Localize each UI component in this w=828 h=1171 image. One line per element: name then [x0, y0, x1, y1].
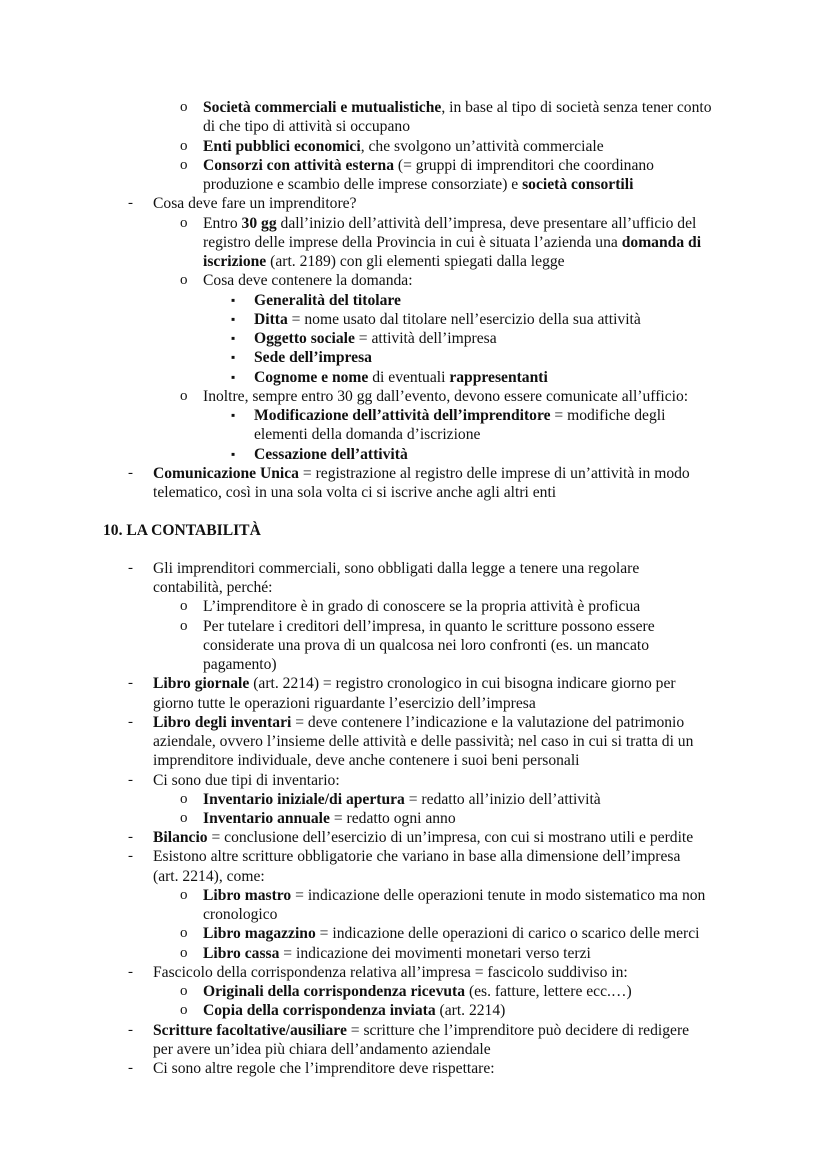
list-item-line [203, 1001, 505, 1020]
list-item-line [153, 483, 556, 502]
list-item-line [153, 751, 580, 770]
bold-term: Oggetto sociale [254, 330, 355, 347]
text-run: Cosa deve fare un imprenditore? [153, 195, 357, 213]
list-item-line [153, 1059, 495, 1078]
text-run: (= gruppi di imprenditori che coordinano [394, 156, 654, 174]
list-item-line [153, 732, 693, 751]
bold-term: rappresentanti [449, 368, 548, 386]
dash-bullet-icon: - [128, 464, 133, 481]
text-run: aziendale, ovvero l’insieme delle attività e delle passività; nel caso in cui si tratta di un [153, 733, 694, 751]
text-run: = conclusione dell’esercizio di un’impresa, con cui si mostrano utili e perdite [207, 829, 694, 847]
list-item-line [254, 368, 548, 387]
list-item-line [203, 387, 688, 406]
list-item-line [203, 655, 277, 674]
list-item-line [203, 944, 591, 963]
circle-bullet-icon: o [180, 272, 188, 289]
bold-term: Inventario iniziale/di apertura [203, 790, 405, 808]
text-run: cronologico [203, 906, 278, 924]
text-run: dall’inizio dell’attività dell’impresa, deve presentare all’ufficio del [276, 214, 697, 232]
text-run: = deve contenere l’indicazione e la valutazione del patrimonio [291, 713, 685, 731]
dash-bullet-icon: - [128, 1059, 133, 1076]
circle-bullet-icon: o [180, 944, 188, 961]
circle-bullet-icon: o [180, 156, 188, 173]
list-item-line [203, 271, 413, 290]
list-item-line [203, 597, 640, 616]
circle-bullet-icon: o [180, 617, 188, 634]
text-run: (es. fatture, lettere ecc.…) [465, 983, 632, 1001]
text-run: , che svolgono un’attività commerciale [360, 137, 604, 155]
text-run: contabilità, perché: [153, 579, 273, 597]
dash-bullet-icon: - [128, 195, 133, 212]
bold-term: Libro cassa [203, 944, 280, 962]
list-item-line [203, 617, 655, 636]
circle-bullet-icon: o [180, 925, 188, 942]
bold-term: Libro magazzino [203, 925, 316, 943]
list-item-line [153, 828, 693, 847]
text-run: Fascicolo della corrispondenza relativa all’impresa = fascicolo suddiviso in: [153, 963, 628, 981]
bold-term: Originali della corrispondenza ricevuta [203, 983, 466, 1001]
circle-bullet-icon: o [180, 886, 188, 903]
text-run: per avere un’idea più chiara dell’andamento aziendale [153, 1040, 491, 1058]
text-run: imprenditore individuale, deve anche contenere i suoi beni personali [153, 752, 580, 770]
circle-bullet-icon: o [180, 99, 188, 115]
bold-term: Generalità del titolare [254, 291, 401, 309]
bold-term: Libro giornale [153, 675, 250, 693]
list-item-line [203, 156, 654, 175]
bold-term: Ditta [254, 310, 288, 328]
dash-bullet-icon: - [128, 848, 133, 865]
list-item-line [203, 214, 696, 233]
list-item-line [153, 1021, 689, 1040]
text-run: registro delle imprese della Provincia in cui è situata l’azienda una [203, 233, 622, 251]
list-item-line [203, 98, 712, 117]
text-run: (art. 2214) [435, 1002, 506, 1020]
text-run: giorno tutte le operazioni riguardante l’esercizio dell’impresa [153, 694, 536, 712]
list-item-line [153, 1040, 491, 1059]
text-run: = indicazione delle operazioni di carico o scarico delle merci [315, 925, 700, 943]
text-run: Gli imprenditori commerciali, sono obbligati dalla legge a tenere una regolare [153, 560, 640, 577]
list-item-line [203, 924, 700, 943]
text-run: Esistono altre scritture obbligatorie che variano in base alla dimensione dell’impresa [153, 848, 681, 866]
bold-term: Libro mastro [203, 886, 292, 904]
circle-bullet-icon: o [180, 809, 188, 826]
square-bullet-icon: ▪ [231, 408, 236, 422]
square-bullet-icon: ▪ [231, 331, 236, 345]
list-item-line [153, 867, 265, 886]
text-run: Ci sono due tipi di inventario: [153, 771, 340, 789]
list-item-line [254, 310, 641, 329]
list-item-line [153, 464, 690, 483]
dash-bullet-icon: - [128, 713, 133, 730]
text-run: (art. 2214) = registro cronologico in cui bisogna indicare giorno per [249, 675, 676, 693]
list-item-line [254, 291, 401, 310]
bold-term: Società commerciali e mutualistiche [203, 99, 442, 116]
text-run: = indicazione delle operazioni tenute in modo sistematico ma non [291, 886, 706, 904]
list-item-line [254, 425, 480, 444]
list-item-line [254, 406, 665, 425]
bold-term: Cessazione dell’attività [254, 445, 408, 463]
section-heading: 10. LA CONTABILITÀ [103, 522, 261, 539]
text-run: (art. 2214), come: [153, 867, 265, 885]
text-run: elementi della domanda d’iscrizione [254, 426, 481, 444]
dash-bullet-icon: - [128, 1021, 133, 1038]
list-item-line [153, 194, 357, 213]
text-run: = modifiche degli [550, 407, 666, 424]
text-run: = redatto ogni anno [329, 809, 456, 827]
circle-bullet-icon: o [180, 387, 188, 404]
bold-term: Scritture facoltative/ausiliare [153, 1021, 347, 1039]
text-run: = attività dell’impresa [354, 330, 497, 347]
circle-bullet-icon: o [180, 790, 188, 807]
dash-bullet-icon: - [128, 560, 133, 576]
text-run: considerate una prova di un qualcosa nei loro confronti (es. un mancato [203, 636, 650, 654]
square-bullet-icon: ▪ [231, 292, 236, 307]
text-run: (art. 2189) con gli elementi spiegati dalla legge [266, 253, 565, 270]
text-run: Entro [203, 214, 242, 232]
bold-term: Modificazione dell’attività dell’imprenditore [254, 407, 551, 424]
list-item-line [254, 329, 497, 348]
list-item-line [254, 445, 408, 464]
text-run: = scritture che l’imprenditore può decidere di redigere [346, 1021, 690, 1039]
bold-term: Enti pubblici economici [203, 137, 361, 155]
circle-bullet-icon: o [180, 214, 188, 231]
list-item-line [203, 790, 601, 809]
dash-bullet-icon: - [128, 771, 133, 788]
list-item-line [203, 809, 456, 828]
bold-term: domanda di [621, 233, 702, 251]
bold-term: società consortili [522, 176, 634, 193]
list-item-line [203, 636, 649, 655]
circle-bullet-icon: o [180, 1002, 188, 1019]
square-bullet-icon: ▪ [231, 446, 236, 461]
dash-bullet-icon: - [128, 675, 133, 692]
text-run: di eventuali [368, 368, 450, 386]
list-item-line [153, 713, 684, 732]
square-bullet-icon: ▪ [231, 350, 236, 365]
text-run: = indicazione dei movimenti monetari verso terzi [279, 944, 591, 962]
list-item-line [153, 694, 536, 713]
list-item-line [153, 847, 680, 866]
bold-term: Libro degli inventari [153, 713, 292, 731]
bold-term: Cognome e nome [254, 368, 369, 386]
text-run: L’imprenditore è in grado di conoscere se la propria attività è proficua [203, 598, 641, 616]
bold-term: 30 gg [241, 214, 277, 232]
list-item-line [203, 137, 604, 156]
list-item-line [203, 252, 565, 271]
circle-bullet-icon: o [180, 137, 188, 154]
list-item-line [153, 578, 273, 597]
list-item-line [203, 233, 701, 252]
circle-bullet-icon: o [180, 598, 188, 615]
text-run: telematico, così in una sola volta ci si iscrive anche agli altri enti [153, 484, 557, 501]
text-run: Inoltre, sempre entro 30 gg dall’evento, devono essere comunicate all’ufficio: [203, 387, 689, 405]
list-item-line [153, 559, 639, 578]
text-run: = nome usato dal titolare nell’esercizio della sua attività [287, 310, 641, 328]
text-run: di che tipo di attività si occupano [203, 118, 410, 136]
text-run: Cosa deve contenere la domanda: [203, 272, 413, 290]
square-bullet-icon: ▪ [231, 369, 236, 384]
list-item-line [153, 963, 628, 982]
circle-bullet-icon: o [180, 983, 188, 1000]
text-run: Ci sono altre regole che l’imprenditore deve rispettare: [153, 1059, 495, 1077]
bold-term: iscrizione [203, 253, 267, 270]
list-item-line [203, 117, 410, 136]
list-item-line [203, 905, 277, 924]
bold-term: Sede dell’impresa [254, 349, 372, 367]
text-run: produzione e scambio delle imprese consorziate) e [203, 176, 523, 193]
list-item-line [203, 175, 633, 194]
dash-bullet-icon: - [128, 829, 133, 846]
bold-term: Comunicazione Unica [153, 464, 299, 482]
bold-term: Inventario annuale [203, 809, 330, 827]
list-item-line [254, 348, 372, 367]
text-run: , in base al tipo di società senza tener conto [441, 99, 712, 116]
bold-term: Bilancio [153, 829, 208, 847]
list-item-line [203, 982, 632, 1001]
list-item-line [153, 674, 676, 693]
text-run: Per tutelare i creditori dell’impresa, in quanto le scritture possono essere [203, 617, 655, 635]
bold-term: Consorzi con attività esterna [203, 156, 394, 174]
list-item-line [153, 771, 340, 790]
square-bullet-icon: ▪ [231, 311, 236, 326]
text-run: = registrazione al registro delle imprese di un’attività in modo [298, 464, 690, 482]
text-run: pagamento) [203, 656, 277, 674]
dash-bullet-icon: - [128, 963, 133, 980]
list-item-line [203, 886, 705, 905]
text-run: = redatto all’inizio dell’attività [404, 790, 601, 808]
bold-term: Copia della corrispondenza inviata [203, 1002, 436, 1020]
